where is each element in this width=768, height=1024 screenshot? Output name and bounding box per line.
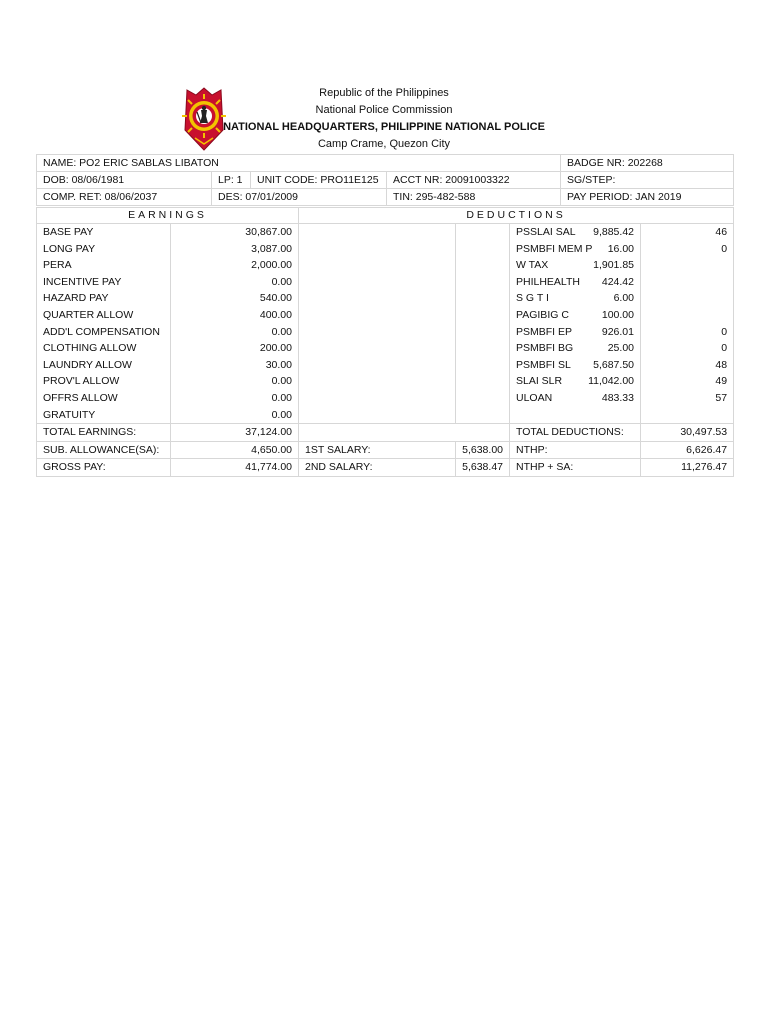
deduction-extra: 49 — [641, 373, 734, 390]
earning-amount: 30.00 — [171, 357, 299, 374]
deductions-header: DEDUCTIONS — [299, 208, 734, 224]
deduction-cell — [510, 290, 641, 307]
earning-label: BASE PAY — [37, 224, 171, 241]
deduction-cell — [510, 357, 641, 374]
ledger-row — [37, 357, 734, 374]
earning-amount: 0.00 — [171, 274, 299, 291]
deduction-label: W TAX — [516, 259, 549, 272]
badge-number: BADGE NR: 202268 — [561, 155, 734, 172]
earning-label: OFFRS ALLOW — [37, 390, 171, 407]
deduction-cell — [510, 390, 641, 407]
blank-cell — [299, 274, 456, 291]
blank-cell — [299, 324, 456, 341]
earning-amount: 0.00 — [171, 407, 299, 424]
blank-cell — [456, 274, 510, 291]
blank-cell — [456, 407, 510, 424]
blank-cell — [456, 340, 510, 357]
deduction-extra — [641, 307, 734, 324]
date-of-birth: DOB: 08/06/1981 — [37, 172, 212, 189]
republic-heading: Republic of the Philippines — [319, 87, 449, 99]
deduction-extra — [641, 407, 734, 424]
deduction-amount: 6.00 — [613, 292, 634, 305]
lp-value: LP: 1 — [212, 172, 251, 189]
office-heading: NATIONAL HEADQUARTERS, PHILIPPINE NATIONAL POLICE — [223, 121, 545, 133]
sub-allowance-value: 4,650.00 — [171, 441, 299, 459]
deduction-cell — [510, 241, 641, 258]
tin-number: TIN: 295-482-588 — [387, 189, 561, 206]
deduction-cell — [510, 307, 641, 324]
gross-pay-row — [37, 459, 734, 477]
earning-label: LONG PAY — [37, 241, 171, 258]
deduction-label: PSMBFI SL — [516, 358, 571, 371]
deduction-label: PSMBFI MEM P — [516, 242, 593, 255]
ledger-body — [37, 224, 734, 424]
second-salary-label: 2ND SALARY: — [299, 459, 456, 477]
deduction-cell — [510, 340, 641, 357]
commission-heading: National Police Commission — [315, 104, 453, 116]
deduction-extra: 0 — [641, 241, 734, 258]
deduction-label: SLAI SLR — [516, 375, 563, 388]
deduction-amount: 424.42 — [601, 275, 634, 288]
blank-cell — [299, 224, 456, 241]
ledger-row — [37, 324, 734, 341]
deduction-amount: 5,687.50 — [593, 358, 634, 371]
sg-step: SG/STEP: — [561, 172, 734, 189]
nthp-sa-label: NTHP + SA: — [510, 459, 641, 477]
blank-cell — [456, 357, 510, 374]
earnings-header: EARNINGS — [37, 208, 299, 224]
address-heading: Camp Crame, Quezon City — [317, 138, 451, 150]
blank-cell — [456, 390, 510, 407]
earning-label: ADD'L COMPENSATION — [37, 324, 171, 341]
unit-code: UNIT CODE: PRO11E125 — [251, 172, 387, 189]
deduction-amount: 1,901.85 — [593, 259, 634, 272]
first-salary-value: 5,638.00 — [456, 441, 510, 459]
ledger-row — [37, 274, 734, 291]
designation-date: DES: 07/01/2009 — [212, 189, 387, 206]
earning-amount: 30,867.00 — [171, 224, 299, 241]
deduction-extra: 0 — [641, 324, 734, 341]
ledger-row — [37, 290, 734, 307]
total-earnings-value: 37,124.00 — [171, 424, 299, 442]
deduction-label: S G T I — [516, 292, 549, 305]
deduction-cell — [510, 274, 641, 291]
blank-cell — [299, 241, 456, 258]
deduction-extra: 46 — [641, 224, 734, 241]
pay-period: PAY PERIOD: JAN 2019 — [561, 189, 734, 206]
gross-pay-value: 41,774.00 — [171, 459, 299, 477]
employee-info-table — [36, 154, 734, 206]
deduction-extra — [641, 290, 734, 307]
blank-cell — [299, 357, 456, 374]
deduction-cell — [510, 224, 641, 241]
deduction-amount: 25.00 — [607, 342, 634, 355]
earning-amount: 2,000.00 — [171, 257, 299, 274]
earning-amount: 0.00 — [171, 324, 299, 341]
payslip-ledger — [36, 207, 734, 477]
deduction-label: PSSLAI SAL — [516, 226, 576, 238]
deduction-label: ULOAN — [516, 391, 553, 404]
deduction-label: PHILHEALTH — [516, 275, 580, 288]
ledger-row — [37, 390, 734, 407]
deduction-amount: 16.00 — [607, 242, 634, 255]
earning-label: CLOTHING ALLOW — [37, 340, 171, 357]
earning-amount: 200.00 — [171, 340, 299, 357]
blank-cell — [456, 373, 510, 390]
deduction-amount: 926.01 — [601, 325, 634, 338]
deduction-cell — [510, 324, 641, 341]
employee-name: NAME: PO2 ERIC SABLAS LIBATON — [37, 155, 561, 172]
earning-label: PERA — [37, 257, 171, 274]
deduction-extra: 0 — [641, 340, 734, 357]
deduction-amount: 483.33 — [601, 391, 634, 404]
deduction-extra — [641, 257, 734, 274]
blank-cell — [456, 324, 510, 341]
deduction-cell — [510, 257, 641, 274]
gross-pay-label: GROSS PAY: — [37, 459, 171, 477]
blank-cell — [456, 241, 510, 258]
deduction-amount: 9,885.42 — [593, 226, 634, 238]
blank-cell — [299, 390, 456, 407]
sub-allowance-row — [37, 441, 734, 459]
earning-label: PROV'L ALLOW — [37, 373, 171, 390]
earning-label: HAZARD PAY — [37, 290, 171, 307]
deduction-amount: 11,042.00 — [588, 375, 634, 388]
deduction-amount: 100.00 — [601, 308, 634, 321]
ledger-row — [37, 257, 734, 274]
total-deductions-label: TOTAL DEDUCTIONS: — [510, 424, 641, 442]
blank-cell — [299, 257, 456, 274]
ledger-row — [37, 241, 734, 258]
earning-amount: 0.00 — [171, 390, 299, 407]
ledger-row — [37, 340, 734, 357]
deduction-label: PSMBFI BG — [516, 342, 574, 355]
total-row — [37, 424, 734, 442]
deduction-extra: 57 — [641, 390, 734, 407]
ledger-row — [37, 373, 734, 390]
deduction-cell — [510, 373, 641, 390]
second-salary-value: 5,638.47 — [456, 459, 510, 477]
earning-amount: 3,087.00 — [171, 241, 299, 258]
deduction-label: PAGIBIG C — [516, 308, 569, 321]
ledger-row — [37, 407, 734, 424]
deduction-cell — [510, 407, 641, 424]
nthp-sa-value: 11,276.47 — [641, 459, 734, 477]
earning-label: QUARTER ALLOW — [37, 307, 171, 324]
section-header-row — [37, 208, 734, 224]
blank-cell — [456, 257, 510, 274]
ledger-row — [37, 307, 734, 324]
blank-cell — [456, 307, 510, 324]
ledger-row — [37, 224, 734, 241]
total-deductions-value: 30,497.53 — [641, 424, 734, 442]
total-earnings-label: TOTAL EARNINGS: — [37, 424, 171, 442]
blank-cell — [299, 407, 456, 424]
earning-label: INCENTIVE PAY — [37, 274, 171, 291]
info-row — [37, 155, 734, 172]
account-number: ACCT NR: 20091003322 — [387, 172, 561, 189]
info-row — [37, 172, 734, 189]
nthp-value: 6,626.47 — [641, 441, 734, 459]
blank-cell — [299, 340, 456, 357]
earning-label: GRATUITY — [37, 407, 171, 424]
earning-amount: 540.00 — [171, 290, 299, 307]
info-row — [37, 189, 734, 206]
sub-allowance-label: SUB. ALLOWANCE(SA): — [37, 441, 171, 459]
deduction-label: PSMBFI EP — [516, 325, 573, 338]
nthp-label: NTHP: — [510, 441, 641, 459]
deduction-extra — [641, 274, 734, 291]
deduction-extra: 48 — [641, 357, 734, 374]
earning-amount: 400.00 — [171, 307, 299, 324]
blank-cell — [299, 290, 456, 307]
blank-cell — [299, 373, 456, 390]
compulsory-retirement: COMP. RET: 08/06/2037 — [37, 189, 212, 206]
blank-cell — [299, 307, 456, 324]
blank-cell — [456, 290, 510, 307]
earning-label: LAUNDRY ALLOW — [37, 357, 171, 374]
blank-cell — [299, 424, 510, 442]
first-salary-label: 1ST SALARY: — [299, 441, 456, 459]
earning-amount: 0.00 — [171, 373, 299, 390]
blank-cell — [456, 224, 510, 241]
